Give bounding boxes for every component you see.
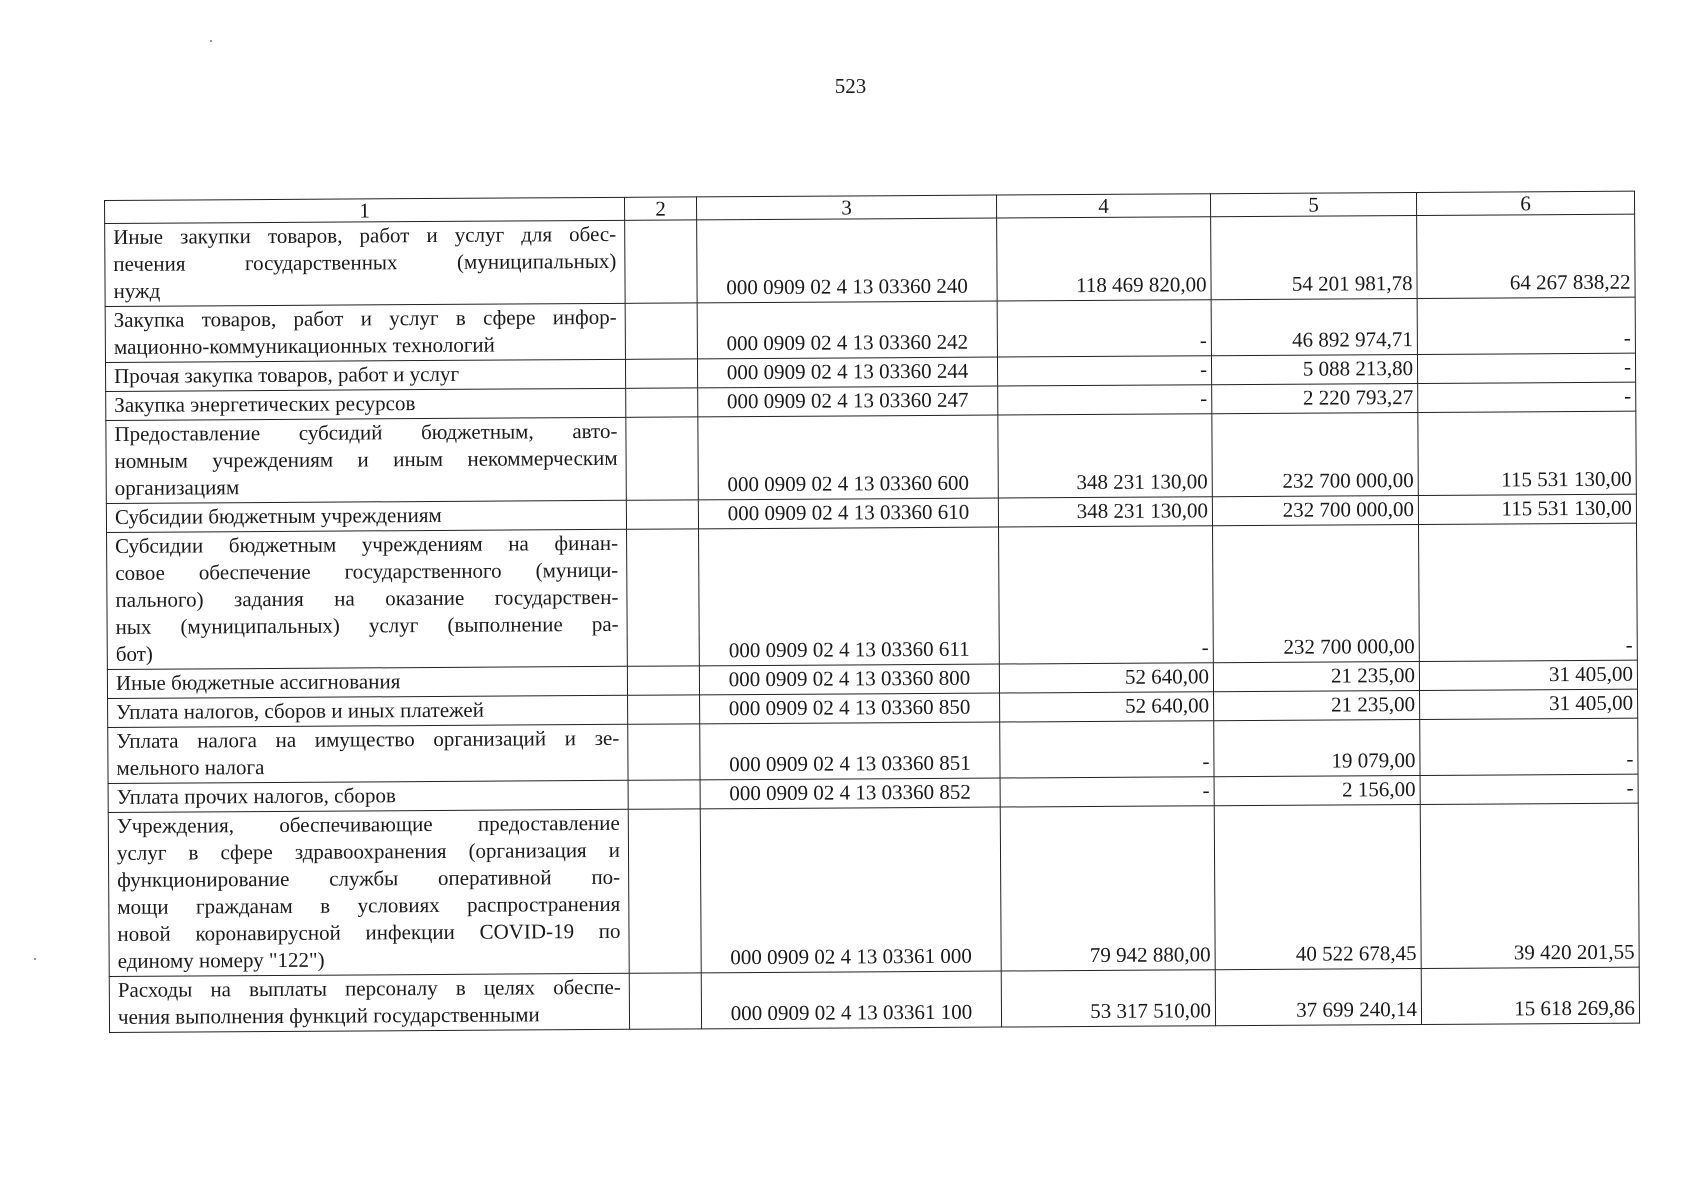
- column-2-cell: [628, 695, 700, 724]
- budget-code-cell: 000 0909 02 4 13 03360 247: [698, 386, 998, 417]
- column-4-amount: -: [997, 356, 1211, 386]
- description-line: Иные бюджетные ассигнования: [115, 669, 401, 695]
- budget-code-cell: 000 0909 02 4 13 03360 610: [698, 498, 998, 529]
- scan-speck: [34, 958, 36, 960]
- column-2-cell: [628, 724, 700, 780]
- budget-code-cell: 000 0909 02 4 13 03360 800: [699, 664, 999, 695]
- budget-code-cell: 000 0909 02 4 13 03361 000: [700, 807, 1001, 973]
- row-description: [108, 780, 628, 812]
- column-2-cell: [627, 666, 699, 695]
- description-line: бот): [115, 641, 153, 666]
- column-4-amount: 53 317 510,00: [1001, 970, 1215, 1027]
- column-2-cell: [628, 809, 701, 973]
- column-header: 4: [996, 194, 1210, 218]
- budget-code-cell: 000 0909 02 4 13 03360 851: [700, 722, 1000, 780]
- description-line: Прочая закупка товаров, работ и услуг: [114, 361, 460, 388]
- column-6-amount: 31 405,00: [1420, 689, 1638, 719]
- description-line: Уплата налогов, сборов и иных платежей: [116, 697, 484, 724]
- budget-code-cell: 000 0909 02 4 13 03360 242: [697, 301, 997, 359]
- column-header: 5: [1210, 192, 1416, 216]
- column-5-amount: 232 700 000,00: [1213, 524, 1420, 662]
- column-4-amount: 52 640,00: [999, 663, 1213, 693]
- column-2-cell: [626, 500, 698, 529]
- row-description: [105, 303, 625, 362]
- column-6-amount: -: [1417, 353, 1635, 383]
- description-line: Иные закупки товаров, работ и услуг для обес-: [113, 221, 617, 249]
- row-description: [106, 500, 626, 532]
- row-description: [107, 529, 628, 669]
- column-5-amount: 46 892 974,71: [1211, 298, 1417, 355]
- scan-speck: [210, 40, 212, 42]
- column-5-amount: 232 700 000,00: [1212, 495, 1418, 525]
- description-line: Субсидии бюджетным учреждениям на финан-: [115, 530, 619, 558]
- description-line: функционирование службы оперативной по-: [117, 864, 621, 892]
- description-line: Расходы на выплаты персоналу в целях обеспе-: [117, 974, 621, 1002]
- table-row: [108, 803, 1639, 976]
- table-row: [109, 967, 1639, 1032]
- column-5-amount: 40 522 678,45: [1214, 804, 1421, 969]
- column-6-amount: 31 405,00: [1419, 660, 1637, 690]
- table-row: [106, 411, 1636, 503]
- column-4-amount: 52 640,00: [1000, 692, 1214, 722]
- description-line: организациям: [114, 475, 240, 500]
- column-6-amount: 15 618 269,86: [1421, 967, 1639, 1024]
- description-line: Уплата налога на имущество организаций и зе-: [116, 725, 620, 753]
- budget-table-sheet: [104, 191, 1639, 1033]
- column-6-amount: -: [1418, 382, 1636, 412]
- column-6-amount: -: [1417, 297, 1635, 354]
- column-5-amount: 2 156,00: [1214, 775, 1420, 805]
- column-4-amount: 79 942 880,00: [1000, 806, 1215, 971]
- column-4-amount: -: [997, 300, 1211, 357]
- description-line: мощи гражданам в условиях распространения: [117, 891, 621, 919]
- row-description: [107, 666, 627, 698]
- description-line: чения выполнения функций государственными: [117, 1002, 540, 1029]
- column-4-amount: -: [998, 385, 1212, 415]
- table-row: [107, 523, 1638, 669]
- description-line: ных (муниципальных) услуг (выполнение ра-: [115, 611, 619, 639]
- table-row: [108, 718, 1638, 783]
- row-description: [108, 695, 628, 727]
- budget-code-cell: 000 0909 02 4 13 03360 240: [697, 218, 998, 303]
- description-line: новой коронавирусной инфекции COVID-19 по: [117, 918, 621, 946]
- column-4-amount: -: [1000, 721, 1214, 778]
- column-2-cell: [627, 529, 700, 666]
- column-5-amount: 232 700 000,00: [1212, 412, 1419, 496]
- description-line: совое обеспечение государственного (муници-: [115, 557, 619, 585]
- column-2-cell: [625, 303, 697, 359]
- column-4-amount: -: [999, 526, 1214, 664]
- description-line: Закупка товаров, работ и услуг в сфере инфор-: [113, 304, 617, 332]
- row-description: [105, 220, 625, 306]
- budget-code-cell: 000 0909 02 4 13 03360 850: [700, 693, 1000, 724]
- description-line: номным учреждениям и иным некоммерческим: [114, 445, 618, 473]
- column-4-amount: 348 231 130,00: [998, 414, 1213, 498]
- column-5-amount: 2 220 793,27: [1212, 383, 1418, 413]
- description-line: Предоставление субсидий бюджетным, авто-: [114, 418, 618, 446]
- column-5-amount: 19 079,00: [1214, 719, 1420, 776]
- description-line: нужд: [113, 278, 161, 303]
- column-5-amount: 5 088 213,80: [1211, 354, 1417, 384]
- budget-code-cell: 000 0909 02 4 13 03360 852: [700, 778, 1000, 809]
- description-line: мационно-коммуникационных технологий: [113, 332, 495, 359]
- column-header: 1: [105, 197, 625, 223]
- column-2-cell: [629, 973, 701, 1029]
- column-2-cell: [626, 388, 698, 417]
- column-6-amount: 115 531 130,00: [1418, 494, 1636, 524]
- column-5-amount: 37 699 240,14: [1215, 968, 1421, 1025]
- column-2-cell: [625, 220, 698, 303]
- column-5-amount: 21 235,00: [1214, 690, 1420, 720]
- column-header: 3: [696, 195, 996, 220]
- column-header: 2: [624, 197, 696, 220]
- table-row: [105, 297, 1635, 362]
- column-4-amount: -: [1000, 777, 1214, 807]
- row-description: [106, 417, 626, 503]
- column-6-amount: 115 531 130,00: [1418, 411, 1637, 495]
- budget-code-cell: 000 0909 02 4 13 03360 244: [697, 357, 997, 388]
- description-line: услуг в сфере здравоохранения (организация и: [116, 837, 621, 865]
- description-line: печения государственных (муниципальных): [113, 248, 617, 276]
- column-2-cell: [625, 359, 697, 388]
- column-6-amount: -: [1419, 523, 1638, 661]
- row-description: [106, 388, 626, 420]
- column-6-amount: -: [1420, 774, 1638, 804]
- budget-table: [104, 191, 1640, 1033]
- column-4-amount: 348 231 130,00: [998, 497, 1212, 527]
- table-row: [105, 214, 1635, 306]
- description-line: единому номеру "122"): [117, 947, 325, 973]
- budget-code-cell: 000 0909 02 4 13 03361 100: [701, 971, 1001, 1029]
- column-6-amount: -: [1420, 718, 1638, 775]
- budget-code-cell: 000 0909 02 4 13 03360 600: [698, 415, 999, 500]
- column-5-amount: 54 201 981,78: [1211, 215, 1418, 299]
- row-description: [109, 973, 629, 1032]
- page-number: 523: [834, 74, 867, 98]
- description-line: Закупка энергетических ресурсов: [114, 391, 416, 417]
- row-description: [105, 359, 625, 391]
- column-4-amount: 118 469 820,00: [997, 217, 1212, 301]
- description-line: мельного налога: [116, 755, 265, 780]
- description-line: Субсидии бюджетным учреждениям: [114, 502, 442, 529]
- description-line: пального) задания на оказание государствен-: [115, 584, 619, 612]
- description-line: Уплата прочих налогов, сборов: [116, 783, 396, 809]
- row-description: [108, 809, 629, 976]
- description-line: Учреждения, обеспечивающие предоставление: [116, 810, 620, 838]
- column-6-amount: 64 267 838,22: [1417, 214, 1636, 298]
- column-2-cell: [628, 780, 700, 809]
- budget-table-body: [105, 191, 1640, 1032]
- column-5-amount: 21 235,00: [1213, 661, 1419, 691]
- budget-code-cell: 000 0909 02 4 13 03360 611: [699, 527, 1000, 666]
- column-6-amount: 39 420 201,55: [1420, 803, 1639, 968]
- column-header: 6: [1416, 191, 1634, 215]
- row-description: [108, 724, 628, 783]
- column-2-cell: [626, 417, 699, 500]
